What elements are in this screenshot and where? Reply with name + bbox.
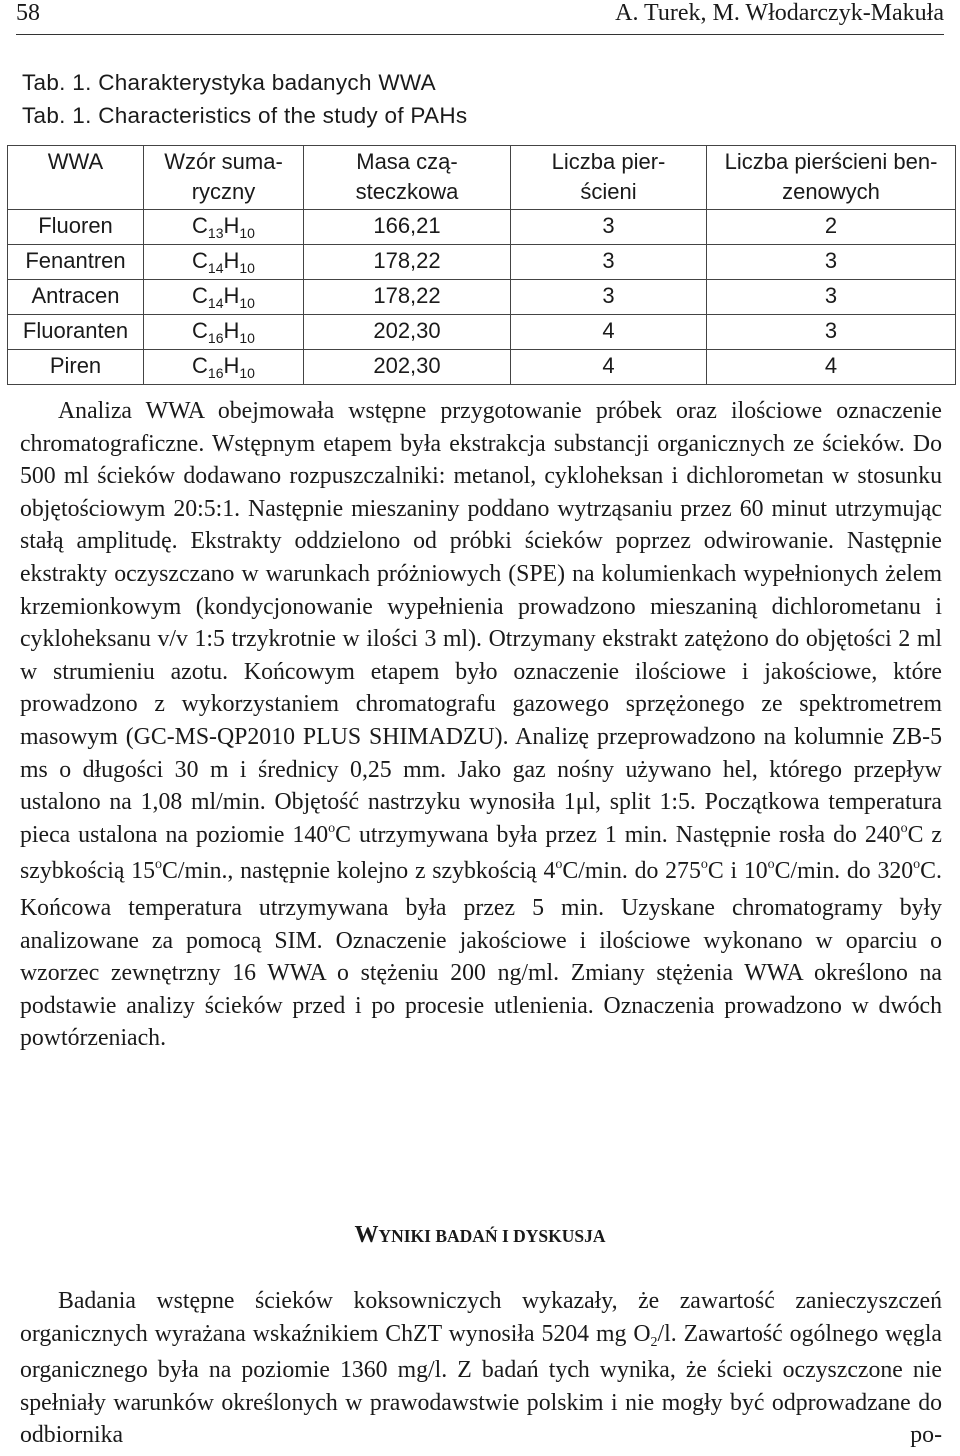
molecular-formula: $C_{14}H_{10}$ [144,245,304,280]
running-head-authors: A. Turek, M. Włodarczyk-Makuła [615,0,944,26]
molar-mass: 178,22 [304,245,511,280]
header-cell-benzene-rings: Liczba pierścieni ben- zenowych [707,146,956,210]
table-row [8,350,956,385]
table-caption-english: Tab. 1. Characteristics of the study of PAHs [22,103,468,128]
results-paragraph: Badania wstępne ścieków koksowniczych wykazały, że zawartość zanieczyszczeń organicznych wyrażana wskaźnikiem ChZT wynosiła 5204 mg $O_2/l$. Zawartość ogólnego węgla organicznego była na poziomie 1360 mg/l. Z badań tych wynika, że ścieki oczyszczone nie spełniały warunków określonych w prawodawstwie polskim i nie mogły być odprowadzane do odbiornika po- [20,1288,942,1449]
molar-mass: 202,30 [304,350,511,385]
benzene-ring-count: 2 [707,210,956,245]
ring-count: 4 [511,350,707,385]
ring-count: 3 [511,280,707,315]
header-cell-formula: Wzór suma- ryczny [144,146,304,210]
header-cell-ring-count: Liczba pier- ścieni [511,146,707,210]
molar-mass: 202,30 [304,315,511,350]
ring-count: 4 [511,315,707,350]
section-heading: WYNIKI BADAŃ I DYSKUSJA [354,1222,606,1248]
table-row [8,280,956,315]
benzene-ring-count: 3 [707,315,956,350]
compound-name: Fluoranten [8,315,144,350]
compound-name: Piren [8,350,144,385]
benzene-ring-count: 4 [707,350,956,385]
benzene-ring-count: 3 [707,245,956,280]
ring-count: 3 [511,210,707,245]
table-row [8,245,956,280]
compound-name: Fluoren [8,210,144,245]
table-header-row [8,146,956,210]
molecular-formula: $C_{14}H_{10}$ [144,280,304,315]
pah-characteristics-table [7,145,956,385]
header-cell-molar-mass: Masa czą- steczkowa [304,146,511,210]
methods-paragraph: Analiza WWA obejmowała wstępne przygotowanie próbek oraz ilościowe oznaczenie chromatograficzne. Wstępnym etapem była ekstrakcja substancji organicznych ze ścieków. Do 500 ml ścieków dodawano rozpuszczalniki: metanol, cykloheksan i dichlorometan w stosunku objętościowym 20:5:1. Następnie mieszaniny poddano wytrząsaniu przez 60 minut utrzymując stałą amplitudę. Ekstrakty oddzielono od próbki ścieków poprzez odwirowanie. Następnie ekstrakty oczyszczano w warunkach próżniowych (SPE) na kolumienkach wypełnionych żelem krzemionkowym (kondycjonowanie wypełnienia prowadzono mieszaniną dichlorometanu i cykloheksanu v/v 1:5 trzykrotnie w ilości 3 ml). Otrzymany ekstrakt zatężono do objętości 2 ml w strumieniu azotu. Końcowym etapem było oznaczenie ilościowe i jakościowe, które prowadzono z wykorzystaniem chromatografu gazowego sprzężonego ze spektrometrem masowym (GC-MS-QP2010 PLUS SHIMADZU). Analizę przeprowadzono na kolumnie ZB-5 ms o długości 30 m i średnicy 0,25 mm. Jako gaz nośny używano hel, którego przepływ ustalono na 1,08 ml/min. Objętość nastrzyku wynosiła 1μl, split 1:5. Początkowa temperatura pieca ustalona na poziomie 140$^o$C utrzymywana była przez 1 min. Następnie rosła do 240$^o$C z szybkością 15$^o$C/min., następnie kolejno z szybkością 4$^o$C/min. do 275$^o$C i 10$^o$C/min. do 320$^o$C. Końcowa temperatura utrzymywana była przez 5 min. Uzyskane chromatogramy były analizowane za pomocą SIM. Oznaczenie jakościowe i ilościowe wykonano w oparciu o wzorzec zewnętrzny 16 WWA o stężeniu 200 ng/ml. Zmiany stężenia WWA określono na podstawie analizy ścieków przed i po procesie utlenienia. Oznaczenia prowadzono w dwóch powtórzeniach. [20,398,942,1052]
molecular-formula: $C_{13}H_{10}$ [144,210,304,245]
molecular-formula: $C_{16}H_{10}$ [144,315,304,350]
table-row [8,210,956,245]
compound-name: Antracen [8,280,144,315]
compound-name: Fenantren [8,245,144,280]
molar-mass: 178,22 [304,280,511,315]
table-row [8,315,956,350]
table-caption-polish: Tab. 1. Charakterystyka badanych WWA [22,70,436,95]
molecular-formula: $C_{16}H_{10}$ [144,350,304,385]
header-cell-wwa: WWA [8,146,144,210]
benzene-ring-count: 3 [707,280,956,315]
page-header [16,0,944,35]
ring-count: 3 [511,245,707,280]
page-number: 58 [16,0,40,26]
molar-mass: 166,21 [304,210,511,245]
